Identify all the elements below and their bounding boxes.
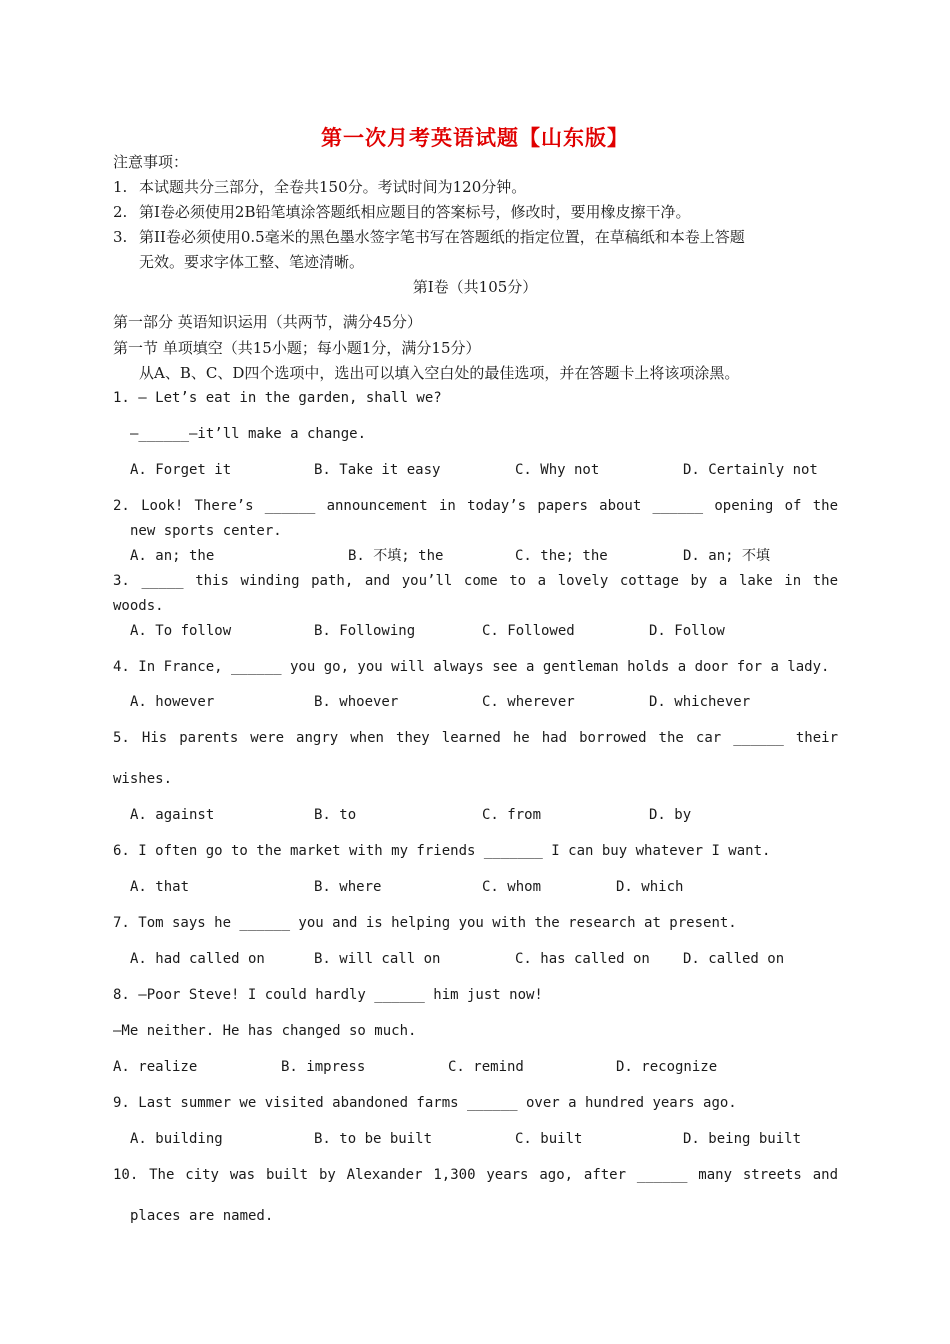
option-b: B. 不填; the	[348, 548, 444, 564]
question-stem: 7. Tom says he ______ you and is helping you with the research at present.	[113, 915, 737, 931]
volume-title: 第I卷（共105分）	[412, 278, 538, 296]
question-stem: 5. His parents were angry when they learned he had borrowed the car ______ their	[113, 730, 838, 746]
page-title: 第一次月考英语试题【山东版】	[321, 125, 629, 150]
note-item: 1. 本试题共分三部分，全卷共150分。考试时间为120分钟。	[113, 178, 527, 196]
question-stem-cont: —______—it’ll make a change.	[130, 426, 367, 442]
option-b: B. impress	[281, 1059, 366, 1075]
option-a: A. Forget it	[130, 462, 232, 478]
option-c: C. the; the	[515, 548, 608, 564]
option-d: D. which	[616, 879, 684, 895]
option-a: A. that	[130, 879, 190, 895]
question-stem: 10. The city was built by Alexander 1,300 years ago, after ______ many streets and	[113, 1167, 838, 1183]
option-d: D. being built	[683, 1131, 802, 1147]
option-d: D. Certainly not	[683, 462, 818, 478]
question-stem-cont: wishes.	[113, 771, 173, 787]
question-stem: 9. Last summer we visited abandoned farms ______ over a hundred years ago.	[113, 1095, 737, 1111]
option-d: D. called on	[683, 951, 785, 967]
option-b: B. Following	[314, 623, 416, 639]
option-a: A. To follow	[130, 623, 232, 639]
option-b: B. Take it easy	[314, 462, 441, 478]
question-stem: 8. —Poor Steve! I could hardly ______ him just now!	[113, 987, 543, 1003]
option-c: C. from	[482, 807, 542, 823]
option-d: D. whichever	[649, 694, 751, 710]
option-a: A. however	[130, 694, 215, 710]
option-b: B. to be built	[314, 1131, 433, 1147]
section-title: 第一节 单项填空（共15小题；每小题1分，满分15分）	[113, 339, 481, 357]
option-b: B. to	[314, 807, 357, 823]
option-c: C. Followed	[482, 623, 575, 639]
question-stem: 3. _____ this winding path, and you’ll come to a lovely cottage by a lake in the	[113, 573, 838, 589]
question-stem: 6. I often go to the market with my friends _______ I can buy whatever I want.	[113, 843, 771, 859]
note-item: 3. 第II卷必须使用0.5毫米的黑色墨水签字笔书写在答题纸的指定位置，在草稿纸和本卷上答题	[113, 228, 745, 246]
option-c: C. remind	[448, 1059, 524, 1075]
option-a: A. building	[130, 1131, 223, 1147]
question-stem: 4. In France, ______ you go, you will always see a gentleman holds a door for a lady.	[113, 659, 830, 675]
option-c: C. wherever	[482, 694, 575, 710]
note-item: 2. 第I卷必须使用2B铅笔填涂答题纸相应题目的答案标号，修改时，要用橡皮擦干净。	[113, 203, 691, 221]
question-stem-cont: woods.	[113, 598, 164, 614]
option-a: A. had called on	[130, 951, 265, 967]
note-item-cont: 无效。要求字体工整、笔迹清晰。	[139, 253, 365, 271]
option-a: A. an; the	[130, 548, 215, 564]
option-b: B. whoever	[314, 694, 399, 710]
option-d: D. by	[649, 807, 692, 823]
part-title: 第一部分 英语知识运用（共两节，满分45分）	[113, 313, 422, 331]
question-stem-cont: new sports center.	[130, 523, 282, 539]
option-b: B. will call on	[314, 951, 441, 967]
question-stem-cont: places are named.	[130, 1208, 274, 1224]
option-a: A. realize	[113, 1059, 198, 1075]
option-d: D. an; 不填	[683, 548, 771, 564]
option-c: C. Why not	[515, 462, 600, 478]
option-c: C. has called on	[515, 951, 650, 967]
option-b: B. where	[314, 879, 382, 895]
option-a: A. against	[130, 807, 215, 823]
option-d: D. recognize	[616, 1059, 718, 1075]
question-stem: 1. — Let’s eat in the garden, shall we?	[113, 390, 442, 406]
question-stem-cont: —Me neither. He has changed so much.	[113, 1023, 417, 1039]
option-c: C. whom	[482, 879, 542, 895]
notes-heading: 注意事项：	[113, 153, 189, 171]
option-c: C. built	[515, 1131, 583, 1147]
question-stem: 2. Look! There’s ______ announcement in today’s papers about ______ opening of the	[113, 498, 838, 514]
instruction: 从A、B、C、D四个选项中，选出可以填入空白处的最佳选项，并在答题卡上将该项涂黑。	[139, 364, 740, 382]
option-d: D. Follow	[649, 623, 725, 639]
